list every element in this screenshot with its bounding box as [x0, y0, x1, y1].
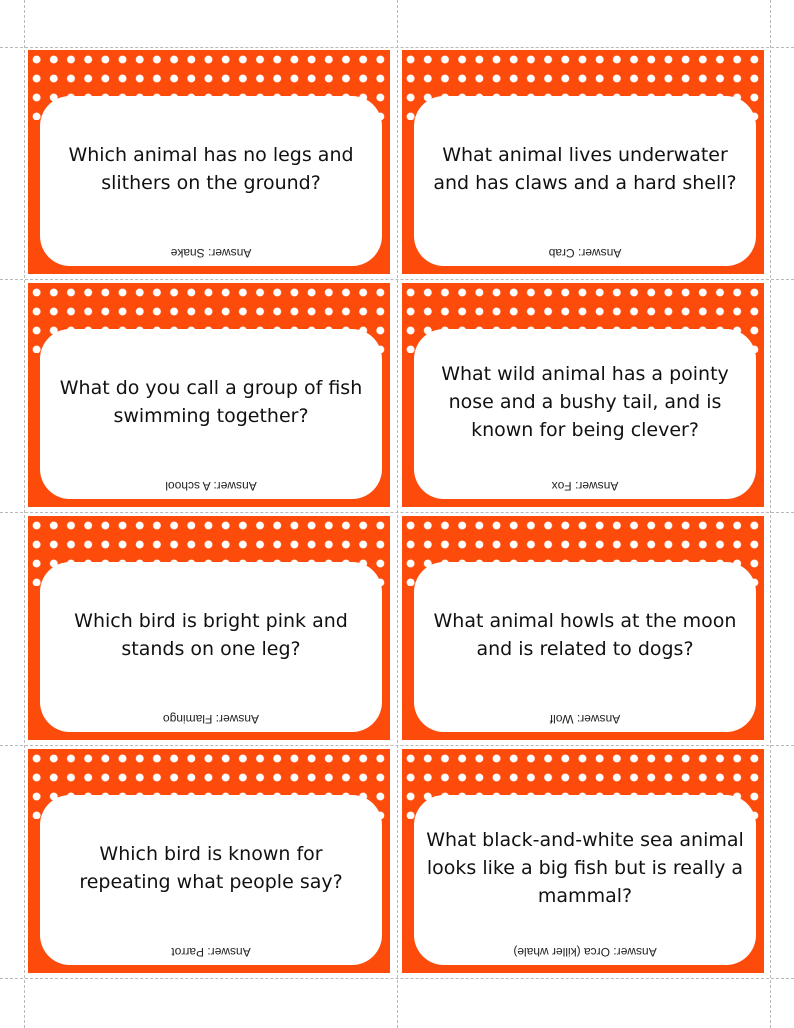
card-question: What animal howls at the moon and is related to dogs?	[433, 610, 737, 660]
card-answer: Answer: A school	[165, 479, 257, 493]
card-face	[414, 562, 756, 732]
card-question: What black-and-white sea animal looks like a big fish but is really a mammal?	[426, 829, 744, 907]
card-question: What do you call a group of fish swimming together?	[59, 377, 363, 427]
card-answer: Answer: Orca (killer whale)	[513, 945, 657, 959]
cut-guide-horizontal	[0, 512, 794, 513]
card-question: Which animal has no legs and slithers on the ground?	[68, 144, 354, 194]
card-face	[40, 562, 382, 732]
cut-guide-vertical	[770, 0, 771, 1028]
card-answer: Answer: Fox	[551, 479, 619, 493]
trivia-card	[28, 50, 390, 274]
card-question: What animal lives underwater and has claws and a hard shell?	[433, 144, 737, 194]
card-answer: Answer: Parrot	[171, 945, 251, 959]
card-face	[414, 795, 756, 965]
card-face	[40, 329, 382, 499]
trivia-card	[28, 749, 390, 973]
card-answer: Answer: Flamingo	[162, 712, 260, 726]
card-question: What wild animal has a pointy nose and a bushy tail, and is known for being clever?	[441, 363, 729, 441]
trivia-card	[402, 283, 764, 507]
cut-guide-horizontal	[0, 279, 794, 280]
card-face	[414, 96, 756, 266]
card-face	[40, 795, 382, 965]
card-question: Which bird is bright pink and stands on one leg?	[74, 610, 348, 660]
trivia-card	[402, 516, 764, 740]
card-question: Which bird is known for repeating what people say?	[79, 843, 343, 893]
card-face	[414, 329, 756, 499]
cut-guide-horizontal	[0, 745, 794, 746]
cut-guide-vertical	[397, 0, 398, 1028]
card-face	[40, 96, 382, 266]
trivia-card	[28, 283, 390, 507]
cut-guide-horizontal	[0, 978, 794, 979]
card-answer: Answer: Crab	[548, 246, 622, 260]
trivia-card	[402, 50, 764, 274]
cut-guide-vertical	[24, 0, 25, 1028]
trivia-card	[402, 749, 764, 973]
card-answer: Answer: Wolf	[549, 712, 621, 726]
trivia-card	[28, 516, 390, 740]
card-answer: Answer: Snake	[170, 246, 252, 260]
cut-guide-horizontal	[0, 47, 794, 48]
